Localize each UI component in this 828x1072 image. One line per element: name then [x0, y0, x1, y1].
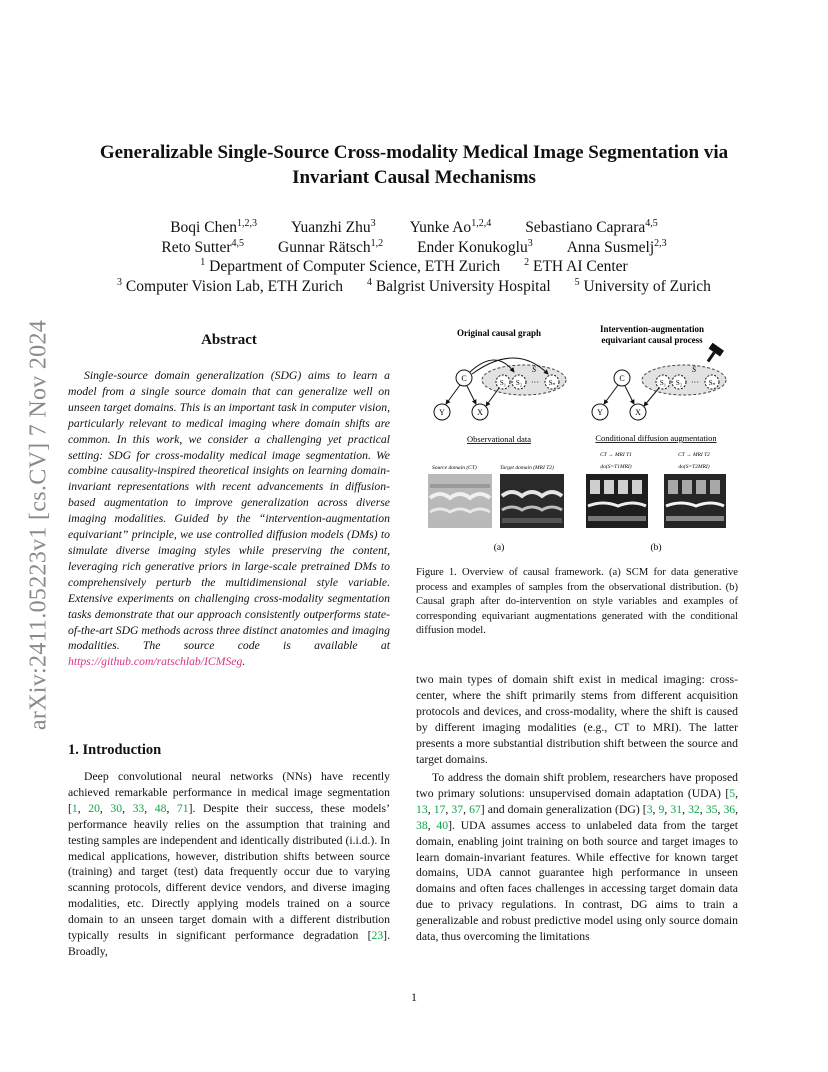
paragraph-text: , [427, 802, 434, 816]
node-dots-right: ··· [691, 378, 699, 387]
citation-link[interactable]: 1 [71, 801, 78, 815]
abstract-heading: Abstract [201, 332, 257, 348]
author-affiliation-marker: 3 [527, 237, 533, 249]
ct-sample-image [428, 474, 492, 528]
aug1-top-label: CT → MRI T1 [600, 452, 632, 458]
augmented-mri-t2-image [664, 474, 726, 528]
affiliation-number: 1 [200, 256, 206, 268]
figure-caption: Figure 1. Overview of causal framework. (a) SCM for data generative process and examples of samples from the observational distribution. (b) Causal graph after do-intervention on style variables and examples of corresponding equivariant augmentations generated with the conditional diffusion model. [416, 567, 738, 637]
node-sn-label-right: Sₙ [708, 379, 716, 387]
affiliation-text: ETH AI Center [529, 258, 628, 275]
node-sn-label: Sₙ [548, 379, 556, 387]
affiliation-number: 4 [366, 276, 372, 288]
paragraph-text: , [699, 802, 706, 816]
authors-block [70, 218, 758, 258]
author-name: Yuanzhi Zhu$^3$ [290, 217, 376, 236]
author-affiliation-marker: 1,2 [370, 237, 384, 249]
affiliation [575, 278, 711, 295]
paragraph-text: , [682, 802, 689, 816]
author-affiliation-marker: 1,2,3 [236, 217, 257, 229]
node-x-label-right: X [635, 408, 641, 417]
node-s1-label: S₁ [499, 379, 507, 387]
authors-row [70, 238, 758, 258]
title-line-2: Invariant Causal Mechanisms [292, 167, 536, 188]
citation-link[interactable]: 20 [88, 801, 100, 815]
paragraph-text: , [652, 802, 659, 816]
citation-link[interactable]: 71 [176, 801, 189, 815]
node-dots: ··· [531, 378, 539, 387]
augmented-mri-t1-image [586, 474, 648, 528]
target-domain-label: Target domain (MRI T2) [500, 465, 554, 471]
right-graph-title-2: equivariant causal process [601, 335, 703, 345]
page-number: 1 [411, 990, 417, 1004]
intro-paragraph [68, 769, 390, 960]
citation-link[interactable]: 31 [670, 802, 683, 816]
author-affiliation-marker: 4,5 [231, 237, 245, 249]
author-name: Sebastiano Caprara$^{4,5}$ [525, 217, 658, 236]
edge-c-x-right [625, 386, 634, 404]
right-paragraph-2 [416, 770, 738, 945]
affiliations-row [70, 277, 758, 297]
citation-link[interactable]: 17 [433, 802, 446, 816]
paragraph-text: , [463, 802, 470, 816]
paragraph-text: , [664, 802, 671, 816]
edge-c-x [467, 386, 476, 404]
node-y-label-right: Y [597, 408, 603, 417]
author-affiliation-marker: 3 [370, 217, 376, 229]
affiliation-text: Balgrist University Hospital [371, 277, 551, 295]
paragraph-text: ]. Despite their success, these models’ performance heavily relies on the assumption that training and testing samples are independent and identically distributed (i.i.d.). In medical applications, however, distribution shifts between source (training) and target (test) data frequently occur due to varying scanning protocols, different device vendors, and diverse imaging modalities, etc. Directly applying models trained on a source domain to an unseen target domain with a different distribution typically results in significant performance degradation [ [68, 801, 390, 943]
affiliation [200, 258, 500, 275]
aug2-bottom-label: do(S=T2MRI) [678, 464, 710, 470]
subfigure-a-label: (a) [493, 543, 505, 553]
node-s2-label-right: S₂ [675, 379, 683, 387]
author-affiliation-marker: 4,5 [645, 217, 658, 229]
affiliation-number: 2 [524, 256, 530, 268]
conditional-diffusion-label: Conditional diffusion augmentation [595, 433, 717, 443]
citation-link[interactable]: 40 [436, 818, 449, 832]
paragraph-text: , [99, 801, 111, 815]
authors-row [70, 218, 758, 238]
paragraph-text: ] and domain generalization (DG) [ [480, 802, 647, 816]
paragraph-text: , [735, 802, 739, 816]
author-name: Anna Susmelj$^{2,3}$ [566, 237, 667, 256]
figure-1 [416, 320, 738, 558]
left-graph-title: Original causal graph [456, 328, 542, 338]
citation-link[interactable]: 32 [688, 802, 700, 816]
subfigure-b-label: (b) [650, 543, 662, 553]
title-line-1: Generalizable Single-Source Cross-modality Medical Image Segmentation via [99, 142, 729, 163]
citation-link[interactable]: 36 [723, 802, 736, 816]
abstract-text [68, 368, 390, 670]
node-y-label: Y [439, 408, 445, 417]
affiliation-text: Computer Vision Lab, ETH Zurich [122, 277, 343, 295]
citation-link[interactable]: 9 [658, 802, 665, 816]
paragraph-text: , [144, 801, 155, 815]
source-domain-label: Source domain (CT) [432, 465, 477, 471]
right-paragraph-1: two main types of domain shift exist in medical imaging: cross-center, where the shift primarily stems from different acquisition protocols and devices, and cross-modality, where the shift is caused by different imaging modalities (e.g., CT to MRI). The latter presents a more substantial distribution shift between the source and target domains. [416, 673, 738, 766]
mri-t2-sample-image [500, 474, 564, 528]
node-c-label-right: C [619, 374, 625, 383]
affiliation [117, 278, 343, 295]
affiliations-row [70, 257, 758, 277]
citation-link[interactable]: 5 [729, 786, 736, 800]
edge-c-y-right [604, 385, 618, 404]
code-link[interactable]: https://github.com/ratschlab/ICMSeg [68, 655, 243, 669]
node-s-label: S [532, 365, 536, 374]
abstract-end: . [242, 655, 246, 669]
affiliation [367, 278, 551, 295]
affiliation-number: 5 [574, 276, 580, 288]
author-affiliation-marker: 2,3 [654, 237, 667, 249]
node-s1-label-right: S₁ [659, 379, 667, 387]
paragraph-text: To address the domain shift problem, researchers have proposed two primary solutions: unsupervised domain adaptation (UDA) [ [416, 771, 738, 800]
section-heading-introduction: 1. Introduction [68, 742, 162, 758]
paragraph-text: , [77, 801, 89, 815]
citation-link[interactable]: 35 [705, 802, 718, 816]
author-name: Ender Konukoglu$^3$ [417, 237, 533, 256]
hammer-icon [702, 343, 724, 366]
citation-link[interactable]: 3 [646, 802, 653, 816]
paragraph-text: Deep convolutional neural networks (NNs) have recently achieved remarkable performance in medical image segmentation [ [68, 770, 390, 815]
edge-s-x-right [644, 388, 659, 406]
paragraph-text: , [166, 801, 177, 815]
affiliation-number: 3 [117, 276, 123, 288]
arxiv-id: arXiv:2411.05223v1 [cs.CV] 7 Nov 2024 [25, 319, 52, 731]
citation-link[interactable]: 37 [451, 802, 464, 816]
paragraph-text: , [717, 802, 724, 816]
paragraph-text: ]. UDA assumes access to unlabeled data from the target domain, enabling joint training on both source and target images to learn domain-invariant features. While effective for known target domains, UDA cannot guarantee high performance in unseen domains and often faces challenges in accessing target domain data due to privacy regulations. In contrast, DG aims to train a generalizable and robust predictive model using only source domain data, thus overcoming the limitations [416, 818, 739, 944]
paper-title [70, 140, 758, 190]
affiliations-block [70, 257, 758, 296]
paragraph-text: , [122, 801, 133, 815]
author-name: Gunnar Rätsch$^{1,2}$ [278, 237, 384, 256]
paragraph-text: ]. Broadly, [68, 929, 390, 958]
affiliation-text: University of Zurich [579, 277, 711, 295]
edge-c-y [446, 385, 460, 404]
node-c-label: C [461, 374, 467, 383]
paragraph-text: , [427, 818, 437, 832]
aug1-bottom-label: do(S=T1MRI) [600, 464, 632, 470]
author-name: Boqi Chen$^{1,2,3}$ [170, 217, 257, 236]
node-s2-label: S₂ [515, 379, 523, 387]
paragraph-text: , [445, 802, 452, 816]
causal-framework-figure [416, 320, 738, 558]
node-s-label-right: S [692, 365, 696, 374]
aug2-top-label: CT → MRI T2 [678, 452, 710, 458]
paragraph-text: , [735, 786, 738, 800]
observational-data-label: Observational data [467, 434, 531, 444]
arxiv-stamp [14, 290, 64, 760]
author-affiliation-marker: 1,2,4 [471, 217, 492, 229]
citation-link[interactable]: 48 [154, 801, 167, 815]
citation-link[interactable]: 13 [416, 802, 428, 816]
affiliation [524, 258, 628, 275]
citation-link[interactable]: 38 [416, 818, 428, 832]
right-graph-title-1: Intervention-augmentation [600, 324, 704, 334]
author-name: Reto Sutter$^{4,5}$ [161, 237, 245, 256]
citation-link[interactable]: 33 [132, 801, 145, 815]
citation-link[interactable]: 67 [469, 802, 481, 816]
abstract-body: Single-source domain generalization (SDG) aims to learn a model from a single source domain that can generalize well on unseen target domains. This is an important task in computer vision, particularly relevant to medical imaging where domain shifts are common. In this work, we consider a challenging yet practical setting: SDG for cross-modality medical image segmentation. We combine causality-inspired theoretical insights on learning domain-invariant representations with recent advancements in diffusion-based augmentation to improve generalization across diverse imaging modalities. Guided by the “intervention-augmentation equivariant” principle, we use controlled diffusion models (DMs) to simulate diverse imaging styles while preserving the content, leveraging rich generative priors in large-scale pretrained DMs to comprehensively perturb the multidimensional style variable. Extensive experiments on challenging cross-modality segmentation tasks demonstrate that our approach consistently outperforms state-of-the-art SDG methods across three distinct anatomies and imaging modalities. The source code is available at [68, 369, 390, 653]
citation-link[interactable]: 30 [110, 801, 123, 815]
edge-s-x [486, 388, 499, 406]
author-name: Yunke Ao$^{1,2,4}$ [409, 217, 492, 236]
citation-link[interactable]: 23 [371, 929, 384, 943]
affiliation-text: Department of Computer Science, ETH Zurich [205, 258, 501, 275]
node-x-label: X [477, 408, 483, 417]
